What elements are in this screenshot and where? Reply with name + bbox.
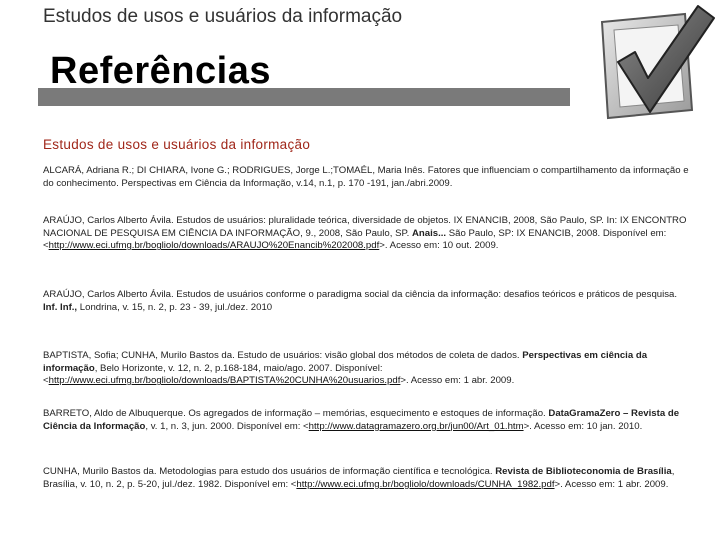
reference-text: São Paulo, SP: IX ENANCIB, 2008. Disponível em: < (43, 227, 667, 252)
reference-source-title: Anais... (411, 227, 447, 239)
reference-link[interactable]: http://www.datagramazero.org.br/jun00/Art_01.htm (308, 420, 524, 432)
reference-text: >. Acesso em: 1 abr. 2009. (554, 478, 669, 490)
section-title: Estudos de usos e usuários da informação (43, 137, 311, 152)
reference-text: Londrina, v. 15, n. 2, p. 23 - 39, jul./dez. 2010 (77, 301, 273, 313)
reference-source-title: Perspectivas em ciência da informação (43, 350, 648, 374)
reference-text: ALCARÁ, Adriana R.; DI CHIARA, Ivone G.; RODRIGUES, Jorge L.;TOMAÉL, Maria Inês. Fatores que influenciam o compartilhamento da informação e do conhecimento. Perspectivas em Ciência da Informação, v.14, n.1, p. 170 -191, jan./abri.2009. (43, 165, 689, 189)
reference-text: , Belo Horizonte, v. 12, n. 2, p.168-184, maio/ago. 2007. Disponível: < (43, 362, 383, 387)
reference-text: CUNHA, Murilo Bastos da. Metodologias para estudo dos usuários de informação científica e tecnológica. (43, 466, 496, 477)
reference-text: BAPTISTA, Sofia; CUNHA, Murilo Bastos da. Estudo de usuários: visão global dos métodos de coleta de dados. (43, 350, 523, 361)
reference-entry (43, 408, 693, 433)
reference-text: BARRETO, Aldo de Albuquerque. Os agregados de informação – memórias, esquecimento e estoques de informação. (43, 408, 549, 419)
reference-text: >. Acesso em: 1 abr. 2009. (400, 375, 515, 387)
reference-entry (43, 215, 693, 253)
reference-source-title: Inf. Inf., (43, 301, 78, 313)
reference-text: >. Acesso em: 10 out. 2009. (379, 240, 499, 252)
reference-entry (43, 289, 693, 314)
reference-text: , Brasília, v. 10, n. 2, p. 5-20, jul./dez. 1982. Disponível em: < (43, 466, 675, 490)
reference-link[interactable]: http://www.eci.ufmg.br/bogliolo/downloads/CUNHA_1982.pdf (296, 478, 555, 490)
reference-source-title: DataGramaZero – Revista de Ciência da Informação (43, 408, 680, 432)
reference-text: ARAÚJO, Carlos Alberto Ávila. Estudos de usuários: pluralidade teórica, diversidade de objetos. IX ENANCIB, 2008, São Paulo, SP. In: IX ENCONTRO NACIONAL DE PESQUISA EM CIÊNCIA DA INFORMAÇÃO, 9., 2008, São Paulo, SP. (43, 215, 687, 239)
reference-entry (43, 350, 693, 388)
reference-link[interactable]: http://www.eci.ufmg.br/bogliolo/downloads/ARAUJO%20Enancib%202008.pdf (48, 240, 380, 252)
reference-entry (43, 165, 693, 190)
reference-source-title: Revista de Biblioteconomia de Brasília (495, 466, 672, 477)
page-heading: Referências (50, 50, 271, 92)
presentation-title: Estudos de usos e usuários da informação (43, 6, 403, 27)
reference-text: , v. 1, n. 3, jun. 2000. Disponível em: < (145, 420, 309, 432)
reference-text: >. Acesso em: 10 jan. 2010. (523, 420, 643, 432)
reference-link[interactable]: http://www.eci.ufmg.br/bogliolo/downloads/BAPTISTA%20CUNHA%20usuarios.pdf (48, 375, 401, 387)
reference-text: ARAÚJO, Carlos Alberto Ávila. Estudos de usuários conforme o paradigma social da ciência da informação: desafios teóricos e práticos de pesquisa. (43, 289, 678, 300)
reference-entry (43, 466, 693, 491)
checkmark-icon (580, 0, 720, 135)
